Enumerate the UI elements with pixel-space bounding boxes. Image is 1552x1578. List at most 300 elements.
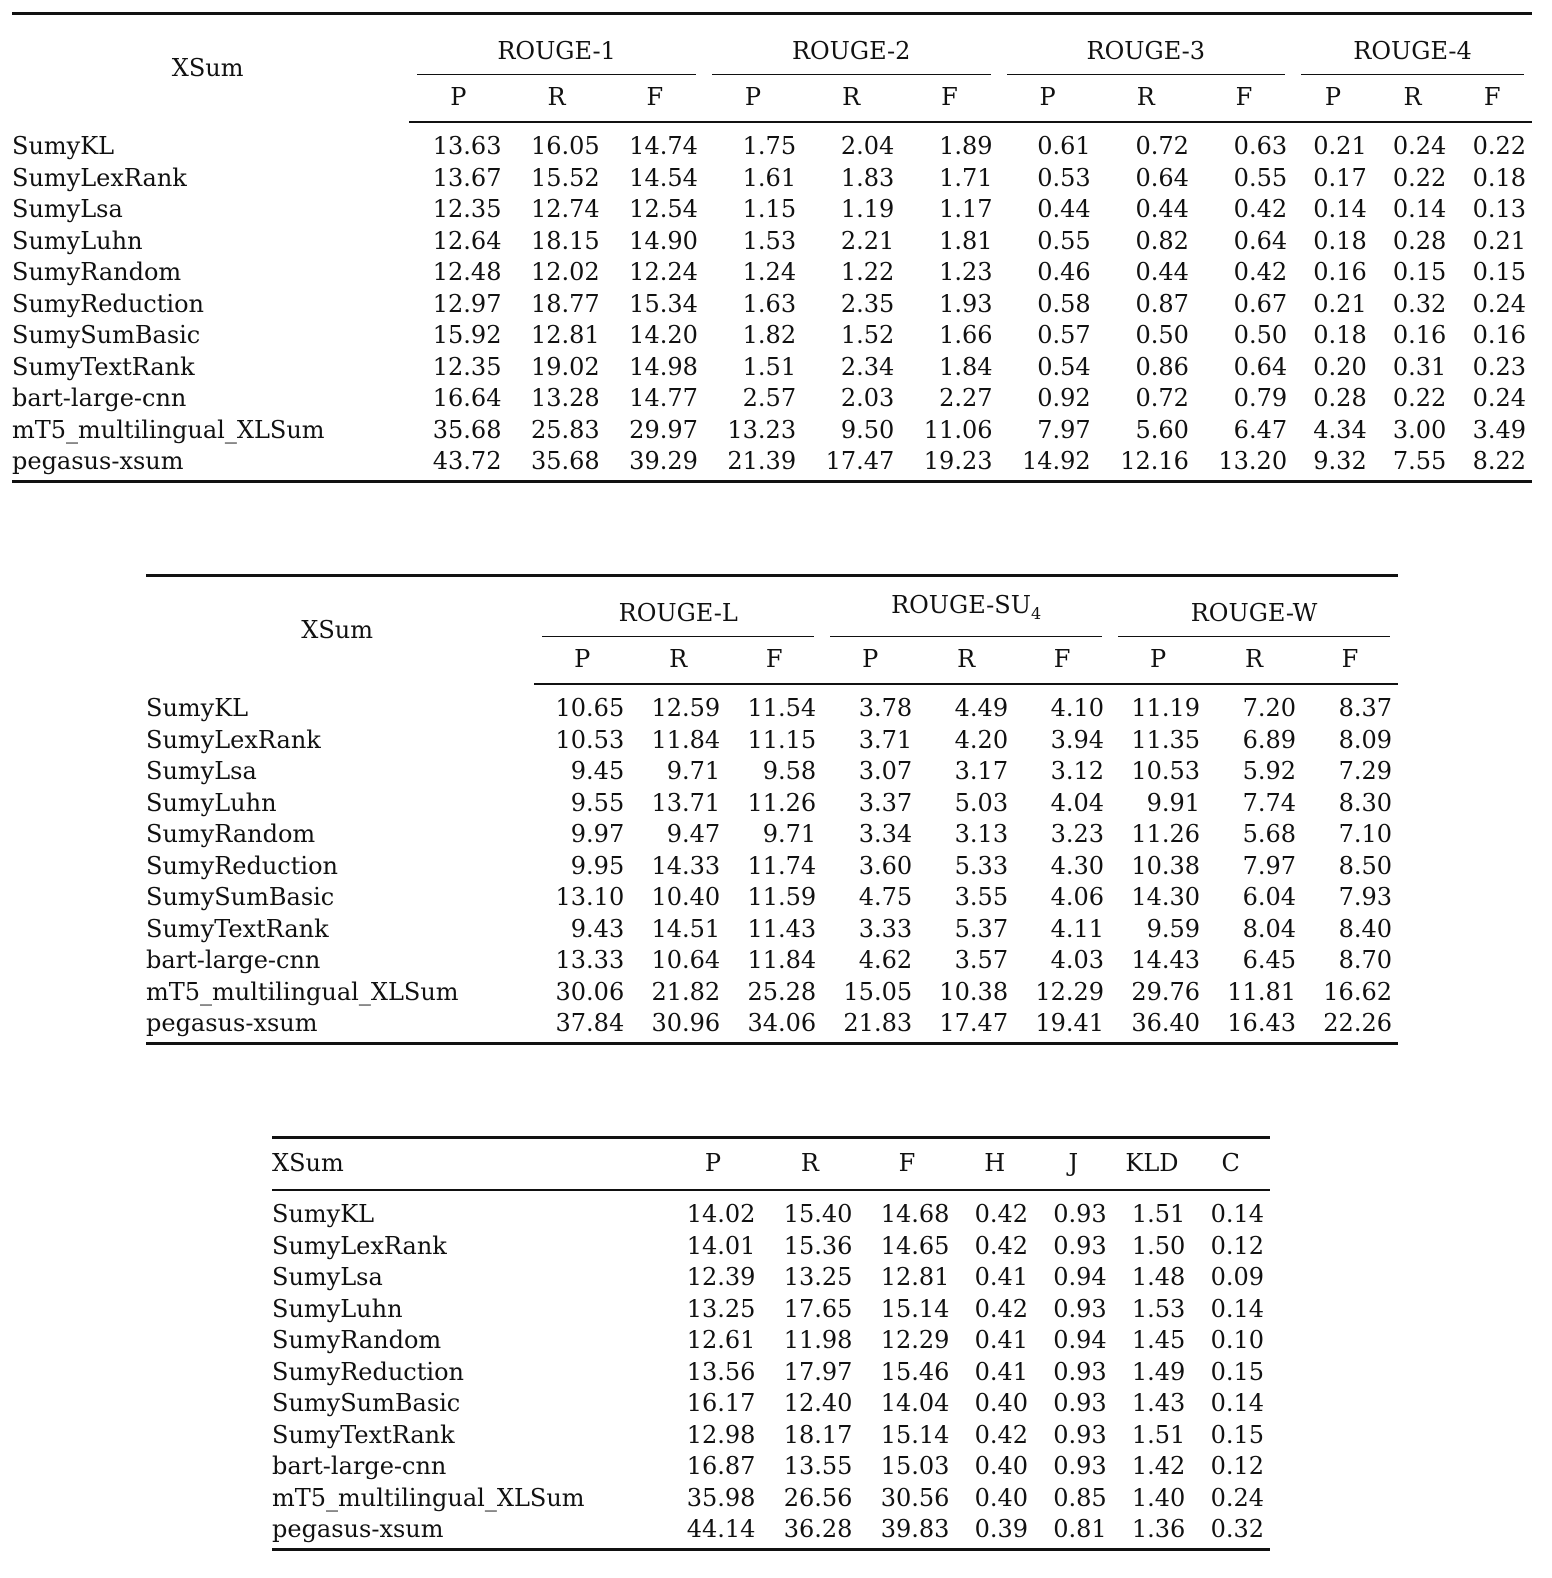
row-label: SumyTextRank xyxy=(12,352,195,381)
table-cell: 13.25 xyxy=(783,1263,853,1291)
table-body xyxy=(272,1190,1270,1549)
table-cell: 0.09 xyxy=(1210,1263,1264,1291)
table-cell: 21.83 xyxy=(822,1008,918,1043)
column-header: R xyxy=(1206,637,1302,684)
table-cell: 12.98 xyxy=(686,1420,756,1449)
table-row xyxy=(272,1190,1270,1231)
table-cell: 11.84 xyxy=(747,946,817,974)
row-label: SumyReduction xyxy=(12,289,204,318)
column-header: P xyxy=(534,637,630,684)
table-cell: 4.34 xyxy=(1313,415,1367,444)
table-cell: 10.38 xyxy=(1131,851,1201,880)
table-cell: 11.74 xyxy=(747,851,817,880)
column-header: KLD xyxy=(1113,1138,1192,1191)
table-cell: 0.16 xyxy=(1392,321,1447,349)
row-label: pegasus-xsum xyxy=(12,446,409,481)
table-cell: 2.27 xyxy=(939,384,993,412)
table-cell: 13.55 xyxy=(783,1452,853,1480)
table-cell: 10.65 xyxy=(555,694,625,722)
table-cell: 12.97 xyxy=(432,289,502,318)
table-cell: 7.97 xyxy=(1037,415,1091,444)
table-cell: 1.23 xyxy=(939,258,993,286)
table-cell: 0.20 xyxy=(1313,352,1367,381)
column-header: R xyxy=(630,637,726,684)
table-cell: 9.71 xyxy=(762,820,817,848)
table-cell: 8.50 xyxy=(1338,851,1392,880)
table-cell: 4.62 xyxy=(858,946,913,974)
table-cell: 4.30 xyxy=(1050,851,1105,880)
table-cell: 1.45 xyxy=(1131,1326,1186,1354)
table-cell: 1.66 xyxy=(939,321,993,349)
table-cell: 8.40 xyxy=(1338,914,1392,943)
column-header: H xyxy=(955,1138,1034,1191)
column-header: P xyxy=(999,75,1097,122)
table-cell: 5.92 xyxy=(1242,757,1296,785)
column-header: J xyxy=(1034,1138,1113,1191)
table-cell: 9.97 xyxy=(570,820,625,848)
table-cell: 3.55 xyxy=(954,883,1009,911)
table-cell: 0.12 xyxy=(1210,1231,1264,1260)
table-cell: 12.35 xyxy=(432,195,502,223)
table-cell: 0.24 xyxy=(1472,384,1526,412)
table-row xyxy=(146,882,1398,914)
table-cell: 0.14 xyxy=(1210,1389,1264,1417)
table-cell: 1.51 xyxy=(1131,1200,1186,1228)
table-cell: 2.21 xyxy=(840,226,895,255)
table-cell: 3.60 xyxy=(858,851,913,880)
table-cell: 0.22 xyxy=(1392,384,1447,412)
group-header: ROUGE-2 xyxy=(704,14,999,76)
table-row xyxy=(146,788,1398,820)
table-row xyxy=(272,1262,1270,1294)
group-header: ROUGE-L xyxy=(534,576,822,638)
row-label: bart-large-cnn xyxy=(146,946,321,974)
table-cell: 5.33 xyxy=(954,851,1009,880)
row-label: SumyLuhn xyxy=(272,1294,403,1323)
table-cell: 4.49 xyxy=(954,694,1009,722)
table-cell: 9.71 xyxy=(666,757,721,785)
table-cell: 15.36 xyxy=(783,1231,853,1260)
table-cell: 0.79 xyxy=(1233,384,1288,412)
column-header: R xyxy=(507,75,605,122)
table-cell: 4.11 xyxy=(1050,914,1105,943)
table-cell: 0.18 xyxy=(1313,226,1367,255)
table-cell: 0.72 xyxy=(1135,132,1189,160)
row-label: SumyKL xyxy=(12,131,115,160)
table-cell: 13.20 xyxy=(1195,446,1293,481)
table-cell: 44.14 xyxy=(664,1514,761,1549)
table-cell: 7.20 xyxy=(1242,694,1296,722)
table-cell: 11.19 xyxy=(1131,694,1201,722)
table-cell: 9.50 xyxy=(840,415,895,444)
table-row xyxy=(12,289,1532,321)
table-cell: 0.10 xyxy=(1210,1326,1264,1354)
table-cell: 16.05 xyxy=(530,132,600,160)
row-label: SumyLsa xyxy=(12,195,123,223)
group-header: ROUGE-1 xyxy=(409,14,704,76)
table-cell: 0.82 xyxy=(1135,226,1189,255)
row-label: SumyLexRank xyxy=(12,163,187,192)
table-cell: 0.23 xyxy=(1472,352,1526,381)
table-cell: 15.03 xyxy=(880,1452,950,1480)
table-cell: 21.82 xyxy=(651,977,721,1006)
table-cell: 1.19 xyxy=(840,195,895,223)
table-corner-label: XSum xyxy=(12,14,409,123)
row-label: SumyReduction xyxy=(146,851,338,880)
table-cell: 0.93 xyxy=(1053,1452,1107,1480)
table-cell: 0.57 xyxy=(1037,321,1091,349)
table-cell: 7.29 xyxy=(1338,757,1392,785)
table-cell: 1.84 xyxy=(939,352,993,381)
table-cell: 13.67 xyxy=(432,163,502,192)
table-row xyxy=(272,1231,1270,1263)
table-cell: 3.34 xyxy=(858,820,913,848)
table-cell: 2.03 xyxy=(840,384,895,412)
table-cell: 1.50 xyxy=(1131,1231,1186,1260)
table-cell: 12.81 xyxy=(530,321,600,349)
table-cell: 25.83 xyxy=(530,415,600,444)
table-cell: 1.22 xyxy=(840,258,895,286)
table-cell: 11.43 xyxy=(747,914,817,943)
table-cell: 30.56 xyxy=(880,1483,950,1512)
table-cell: 1.82 xyxy=(742,321,797,349)
table-cell: 0.93 xyxy=(1053,1231,1107,1260)
row-label: SumyRandom xyxy=(12,258,182,286)
table-row xyxy=(12,122,1532,163)
row-label: SumySumBasic xyxy=(146,883,335,911)
table-cell: 11.54 xyxy=(747,694,817,722)
table-row xyxy=(146,1008,1398,1043)
content-metrics-table xyxy=(272,1136,1270,1551)
row-label: SumyKL xyxy=(146,693,249,722)
table-cell: 0.21 xyxy=(1313,132,1367,160)
table-cell: 3.57 xyxy=(954,946,1009,974)
row-label: SumyLsa xyxy=(146,757,257,785)
table-cell: 35.68 xyxy=(432,415,502,444)
table-cell: 0.63 xyxy=(1233,132,1288,160)
table-cell: 10.53 xyxy=(1131,757,1201,785)
table-cell: 13.28 xyxy=(530,384,600,412)
table-body xyxy=(146,684,1398,1043)
table-cell: 0.86 xyxy=(1135,352,1189,381)
table-row xyxy=(12,194,1532,226)
table-cell: 8.22 xyxy=(1452,446,1532,481)
table-cell: 0.40 xyxy=(974,1483,1029,1512)
table-cell: 14.98 xyxy=(629,352,698,381)
table-cell: 2.34 xyxy=(840,352,895,381)
table-cell: 36.28 xyxy=(761,1514,858,1549)
table-cell: 17.47 xyxy=(802,446,900,481)
table-cell: 7.10 xyxy=(1338,820,1392,848)
table-cell: 14.20 xyxy=(629,321,698,349)
row-label: bart-large-cnn xyxy=(12,384,187,412)
table-cell: 12.02 xyxy=(530,258,600,286)
table-cell: 13.71 xyxy=(651,788,721,817)
table-cell: 0.22 xyxy=(1472,132,1526,160)
column-header: C xyxy=(1191,1138,1270,1191)
table-cell: 11.98 xyxy=(783,1326,853,1354)
rouge-lsw-table xyxy=(146,574,1398,1045)
table-row xyxy=(12,257,1532,289)
table-cell: 26.56 xyxy=(783,1483,853,1512)
table-cell: 0.16 xyxy=(1472,321,1526,349)
table-cell: 0.92 xyxy=(1037,384,1091,412)
row-label: SumyLsa xyxy=(272,1263,383,1291)
header-row xyxy=(272,1138,1270,1191)
table-corner-label: XSum xyxy=(146,576,534,685)
table-cell: 14.51 xyxy=(651,914,721,943)
table-cell: 11.59 xyxy=(747,883,817,911)
table-cell: 3.23 xyxy=(1050,820,1105,848)
table-cell: 0.42 xyxy=(1233,195,1288,223)
table-cell: 19.02 xyxy=(530,352,600,381)
table-row xyxy=(146,945,1398,977)
column-header: P xyxy=(409,75,507,122)
table-cell: 0.67 xyxy=(1233,289,1288,318)
table-cell: 30.96 xyxy=(630,1008,726,1043)
table-cell: 3.71 xyxy=(858,725,913,754)
row-label: SumyRandom xyxy=(272,1326,442,1354)
table-cell: 0.53 xyxy=(1037,163,1091,192)
table-row xyxy=(272,1357,1270,1389)
table-cell: 0.93 xyxy=(1053,1389,1107,1417)
table-cell: 0.64 xyxy=(1135,163,1189,192)
table-cell: 16.87 xyxy=(686,1452,756,1480)
table-cell: 0.42 xyxy=(1233,258,1288,286)
table-cell: 0.72 xyxy=(1135,384,1189,412)
table-cell: 10.64 xyxy=(651,946,721,974)
table-cell: 0.15 xyxy=(1210,1420,1264,1449)
table-cell: 10.40 xyxy=(651,883,721,911)
column-header: F xyxy=(1452,75,1532,122)
table-cell: 0.46 xyxy=(1037,258,1091,286)
table-cell: 0.15 xyxy=(1472,258,1526,286)
group-header: ROUGE-4 xyxy=(1293,14,1532,76)
table-cell: 21.39 xyxy=(704,446,802,481)
column-header: P xyxy=(664,1138,761,1191)
table-cell: 13.25 xyxy=(686,1294,756,1323)
table-row xyxy=(272,1420,1270,1452)
table-cell: 13.23 xyxy=(727,415,797,444)
table-cell: 12.54 xyxy=(629,195,698,223)
table-cell: 30.06 xyxy=(555,977,625,1006)
table-cell: 12.35 xyxy=(432,352,502,381)
table-cell: 13.56 xyxy=(686,1357,756,1386)
table-cell: 1.61 xyxy=(742,163,797,192)
table-cell: 1.89 xyxy=(939,132,993,160)
table-cell: 8.30 xyxy=(1338,788,1392,817)
table-cell: 3.37 xyxy=(858,788,913,817)
table-cell: 34.06 xyxy=(726,1008,822,1043)
table-cell: 7.55 xyxy=(1373,446,1453,481)
row-label: SumyKL xyxy=(272,1200,375,1228)
row-label: SumySumBasic xyxy=(272,1389,461,1417)
column-header: R xyxy=(802,75,900,122)
column-header: P xyxy=(822,637,918,684)
column-header: R xyxy=(918,637,1014,684)
table-cell: 0.54 xyxy=(1037,352,1091,381)
row-label: SumyLexRank xyxy=(272,1231,447,1260)
column-header: P xyxy=(1293,75,1373,122)
table-corner-label: XSum xyxy=(272,1138,664,1191)
table-cell: 29.97 xyxy=(629,415,698,444)
table-cell: 17.97 xyxy=(783,1357,853,1386)
table-cell: 12.29 xyxy=(880,1326,950,1354)
table-cell: 0.15 xyxy=(1210,1357,1264,1386)
table-cell: 8.70 xyxy=(1338,946,1392,974)
table-cell: 15.46 xyxy=(880,1357,950,1386)
table-cell: 39.83 xyxy=(858,1514,955,1549)
table-row xyxy=(272,1451,1270,1483)
table-cell: 14.02 xyxy=(686,1200,756,1228)
table-cell: 8.09 xyxy=(1338,725,1392,754)
table-cell: 19.23 xyxy=(900,446,998,481)
table-cell: 14.54 xyxy=(629,163,698,192)
table-row xyxy=(12,163,1532,195)
row-label: SumyTextRank xyxy=(272,1420,455,1449)
table-cell: 0.50 xyxy=(1233,321,1288,349)
table-row xyxy=(146,851,1398,883)
table-cell: 0.12 xyxy=(1210,1452,1264,1480)
table-cell: 0.16 xyxy=(1313,258,1367,286)
table-row xyxy=(12,383,1532,415)
table-cell: 9.47 xyxy=(666,820,721,848)
table-cell: 15.14 xyxy=(880,1294,950,1323)
table-cell: 10.38 xyxy=(939,977,1009,1006)
table-cell: 0.31 xyxy=(1392,352,1447,381)
table-row xyxy=(272,1325,1270,1357)
table-cell: 5.60 xyxy=(1135,415,1189,444)
table-cell: 9.45 xyxy=(570,757,625,785)
table-cell: 0.42 xyxy=(974,1294,1029,1323)
table-cell: 11.26 xyxy=(1131,820,1201,848)
table-cell: 0.81 xyxy=(1034,1514,1113,1549)
table-cell: 0.21 xyxy=(1472,226,1526,255)
table-cell: 1.36 xyxy=(1113,1514,1192,1549)
table-cell: 36.40 xyxy=(1110,1008,1206,1043)
table-cell: 14.01 xyxy=(686,1231,756,1260)
table-cell: 3.12 xyxy=(1050,757,1105,785)
table-cell: 4.06 xyxy=(1050,883,1105,911)
table-cell: 0.42 xyxy=(974,1420,1029,1449)
table-cell: 22.26 xyxy=(1302,1008,1398,1043)
table-cell: 0.40 xyxy=(974,1452,1029,1480)
table-cell: 1.53 xyxy=(742,226,797,255)
table-cell: 1.71 xyxy=(939,163,993,192)
table-cell: 0.94 xyxy=(1053,1263,1107,1291)
table-cell: 1.24 xyxy=(742,258,797,286)
table-cell: 9.58 xyxy=(762,757,817,785)
table-cell: 14.74 xyxy=(629,132,698,160)
table-cell: 0.24 xyxy=(1392,132,1447,160)
table-cell: 12.24 xyxy=(629,258,698,286)
table-cell: 0.55 xyxy=(1037,226,1091,255)
column-header: R xyxy=(1097,75,1195,122)
table-cell: 6.04 xyxy=(1242,883,1296,911)
table-row xyxy=(146,725,1398,757)
table-cell: 16.62 xyxy=(1323,977,1392,1006)
table-cell: 15.40 xyxy=(783,1200,853,1228)
table-cell: 5.37 xyxy=(954,914,1009,943)
table-cell: 15.34 xyxy=(629,289,698,318)
table-cell: 7.97 xyxy=(1242,851,1296,880)
table-cell: 29.76 xyxy=(1131,977,1201,1006)
table-cell: 4.75 xyxy=(858,883,913,911)
table-cell: 11.81 xyxy=(1227,977,1296,1006)
table-cell: 4.10 xyxy=(1050,694,1105,722)
table-cell: 15.05 xyxy=(843,977,913,1006)
column-header: F xyxy=(606,75,704,122)
table-cell: 15.52 xyxy=(530,163,600,192)
column-header: F xyxy=(900,75,998,122)
table-row xyxy=(146,977,1398,1009)
table-cell: 10.53 xyxy=(555,725,625,754)
table-cell: 1.43 xyxy=(1131,1389,1186,1417)
column-header: F xyxy=(1195,75,1293,122)
table-row xyxy=(146,914,1398,946)
table-cell: 13.63 xyxy=(432,132,502,160)
table-cell: 8.04 xyxy=(1242,914,1296,943)
table-cell: 0.39 xyxy=(955,1514,1034,1549)
table-cell: 0.42 xyxy=(974,1200,1029,1228)
table-cell: 0.41 xyxy=(974,1357,1029,1386)
table-cell: 0.17 xyxy=(1313,163,1367,192)
row-label: mT5_multilingual_XLSum xyxy=(12,415,325,444)
table-cell: 17.47 xyxy=(918,1008,1014,1043)
table-cell: 15.92 xyxy=(432,321,502,349)
table-cell: 14.77 xyxy=(629,384,698,412)
table-cell: 6.45 xyxy=(1242,946,1296,974)
table-cell: 12.59 xyxy=(651,694,721,722)
column-header: P xyxy=(704,75,802,122)
table-cell: 9.55 xyxy=(570,788,625,817)
table-cell: 1.49 xyxy=(1131,1357,1186,1386)
table-row xyxy=(12,320,1532,352)
table-cell: 0.58 xyxy=(1037,289,1091,318)
table-cell: 6.47 xyxy=(1233,415,1288,444)
table-cell: 1.75 xyxy=(742,132,797,160)
table-cell: 0.28 xyxy=(1313,384,1367,412)
group-header: ROUGE-W xyxy=(1110,576,1398,638)
table-cell: 11.35 xyxy=(1131,725,1201,754)
column-header: R xyxy=(761,1138,858,1191)
row-label: SumyLuhn xyxy=(146,788,277,817)
table-cell: 16.43 xyxy=(1206,1008,1302,1043)
table-cell: 16.17 xyxy=(686,1389,756,1417)
table-cell: 1.93 xyxy=(939,289,993,318)
table-cell: 11.26 xyxy=(747,788,817,817)
table-row xyxy=(146,756,1398,788)
table-cell: 3.49 xyxy=(1472,415,1526,444)
table-row xyxy=(12,415,1532,447)
table-cell: 13.10 xyxy=(555,883,625,911)
table-cell: 2.04 xyxy=(840,132,895,160)
table-cell: 25.28 xyxy=(747,977,817,1006)
column-header: F xyxy=(858,1138,955,1191)
row-label: pegasus-xsum xyxy=(272,1514,664,1549)
table-cell: 0.64 xyxy=(1233,352,1288,381)
table-cell: 12.64 xyxy=(432,226,502,255)
table-body xyxy=(12,122,1532,481)
row-label: SumyRandom xyxy=(146,820,316,848)
table-cell: 35.68 xyxy=(507,446,605,481)
table-cell: 0.55 xyxy=(1233,163,1288,192)
table-cell: 0.14 xyxy=(1210,1294,1264,1323)
table-cell: 1.17 xyxy=(939,195,993,223)
table-cell: 14.43 xyxy=(1131,946,1201,974)
table-cell: 1.53 xyxy=(1131,1294,1186,1323)
table-cell: 0.32 xyxy=(1191,1514,1270,1549)
